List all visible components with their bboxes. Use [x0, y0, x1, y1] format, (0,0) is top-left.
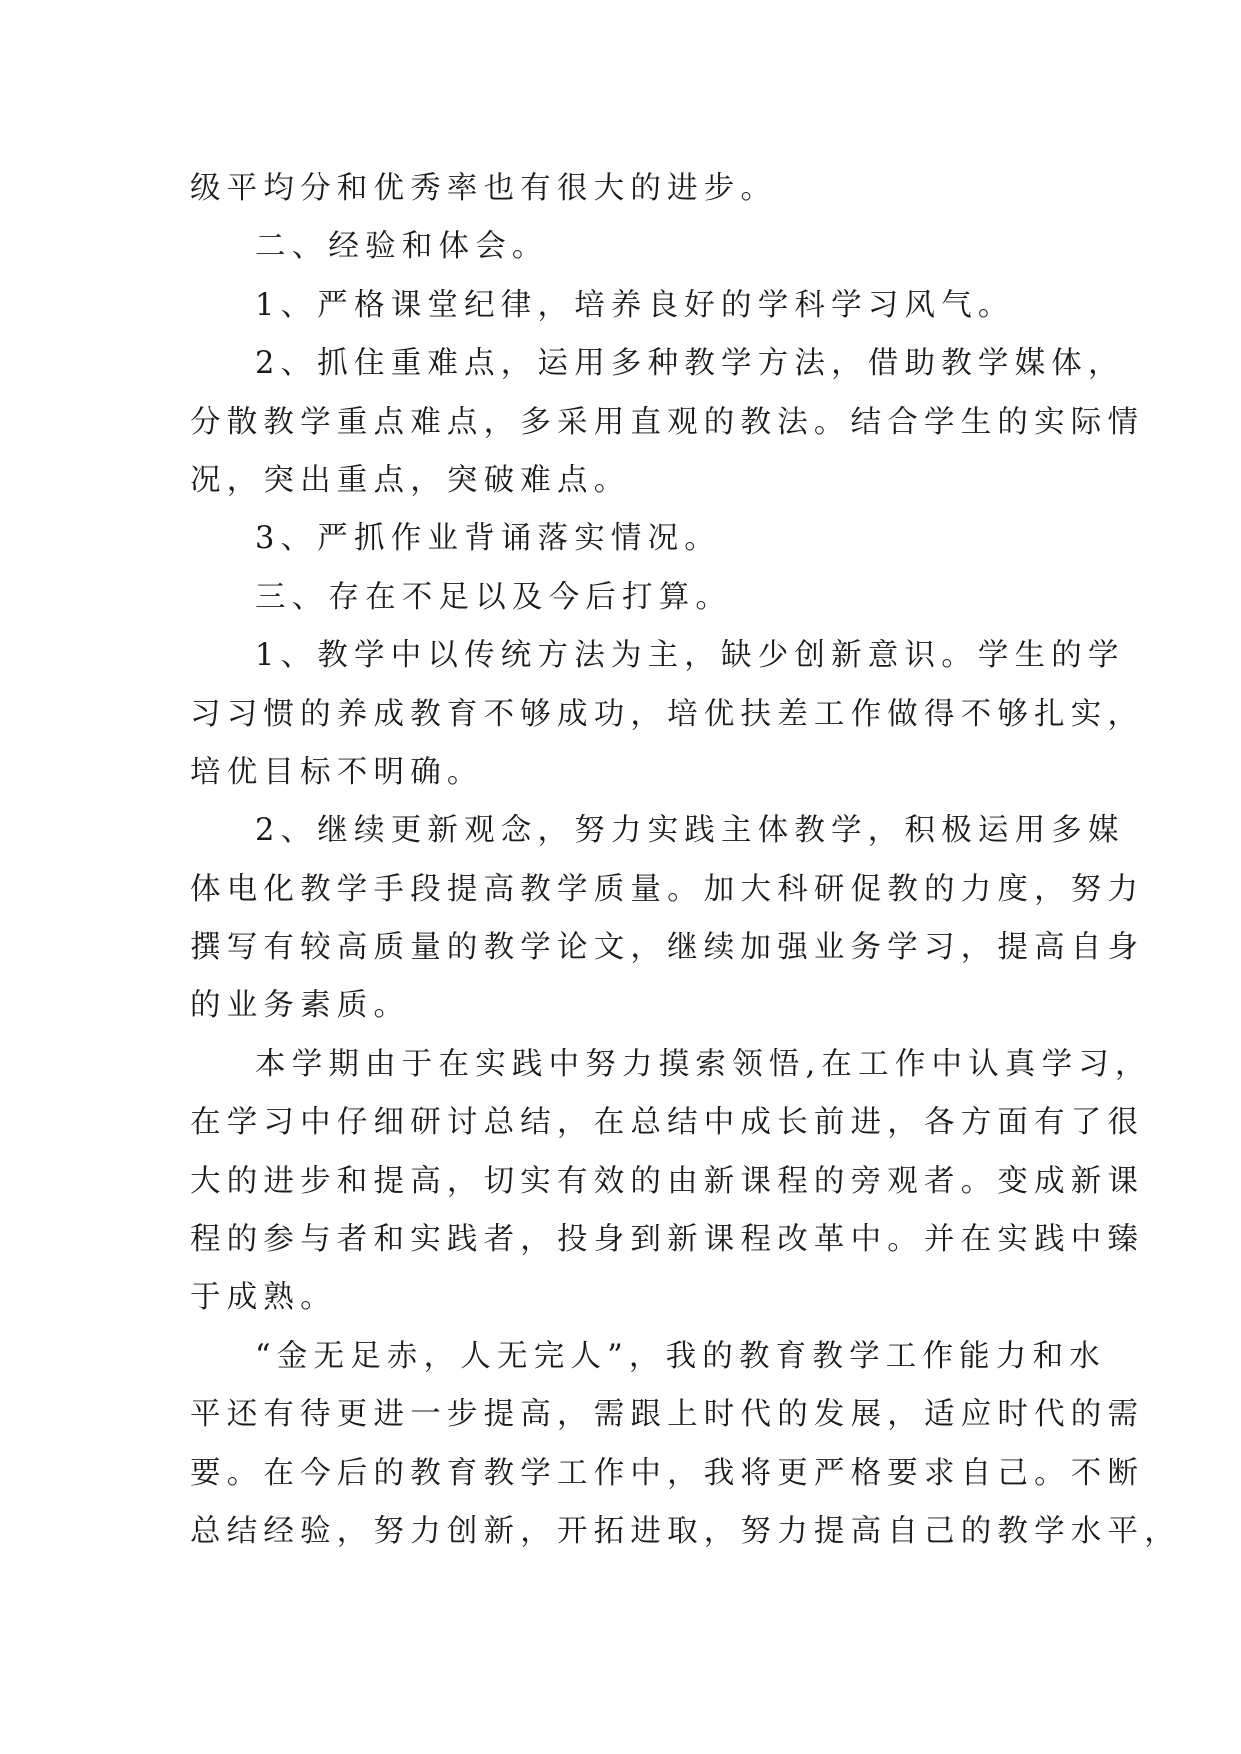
text-line: 况，突出重点，突破难点。 [190, 462, 631, 498]
text-line: 的业务素质。 [190, 988, 411, 1024]
text-line: 三、存在不足以及今后打算。 [255, 579, 733, 615]
text-line: 体电化教学手段提高教学质量。加大科研促教的力度，努力 [190, 871, 1145, 907]
text-line: 总结经验，努力创新，开拓进取，努力提高自己的教学水平， [190, 1513, 1181, 1549]
text-line: “金无足赤，人无完人”，我的教育教学工作能力和水 [255, 1338, 1106, 1374]
text-line: 习习惯的养成教育不够成功，培优扶差工作做得不够扎实， [190, 696, 1145, 732]
text-line: 大的进步和提高，切实有效的由新课程的旁观者。变成新课 [190, 1163, 1145, 1199]
text-line: 培优目标不明确。 [190, 754, 484, 790]
text-line: 程的参与者和实践者，投身到新课程改革中。并在实践中臻 [190, 1222, 1145, 1258]
text-line: 撰写有较高质量的教学论文，继续加强业务学习，提高自身 [190, 930, 1145, 966]
text-line: 1、严格课堂纪律，培养良好的学科学习风气。 [255, 287, 1015, 323]
text-line: 3、严抓作业背诵落实情况。 [255, 521, 722, 557]
text-line: 级平均分和优秀率也有很大的进步。 [190, 171, 778, 206]
text-line: 2、抓住重难点，运用多种教学方法，借助教学媒体， [255, 346, 1125, 382]
text-line: 分散教学重点难点，多采用直观的教法。结合学生的实际情 [190, 404, 1145, 440]
text-line: 本学期由于在实践中努力摸索领悟,在工作中认真学习， [255, 1046, 1152, 1082]
body-text [190, 160, 1181, 1561]
text-line: 于成熟。 [190, 1280, 337, 1316]
text-line: 在学习中仔细研讨总结，在总结中成长前进，各方面有了很 [190, 1105, 1145, 1141]
text-line: 1、教学中以传统方法为主，缺少创新意识。学生的学 [255, 638, 1125, 674]
text-line: 平还有待更进一步提高，需跟上时代的发展，适应时代的需 [190, 1397, 1145, 1433]
text-line: 2、继续更新观念，努力实践主体教学，积极运用多媒 [255, 813, 1125, 849]
text-line: 二、经验和体会。 [255, 229, 549, 265]
text-line: 要。在今后的教育教学工作中，我将更严格要求自己。不断 [190, 1455, 1145, 1491]
